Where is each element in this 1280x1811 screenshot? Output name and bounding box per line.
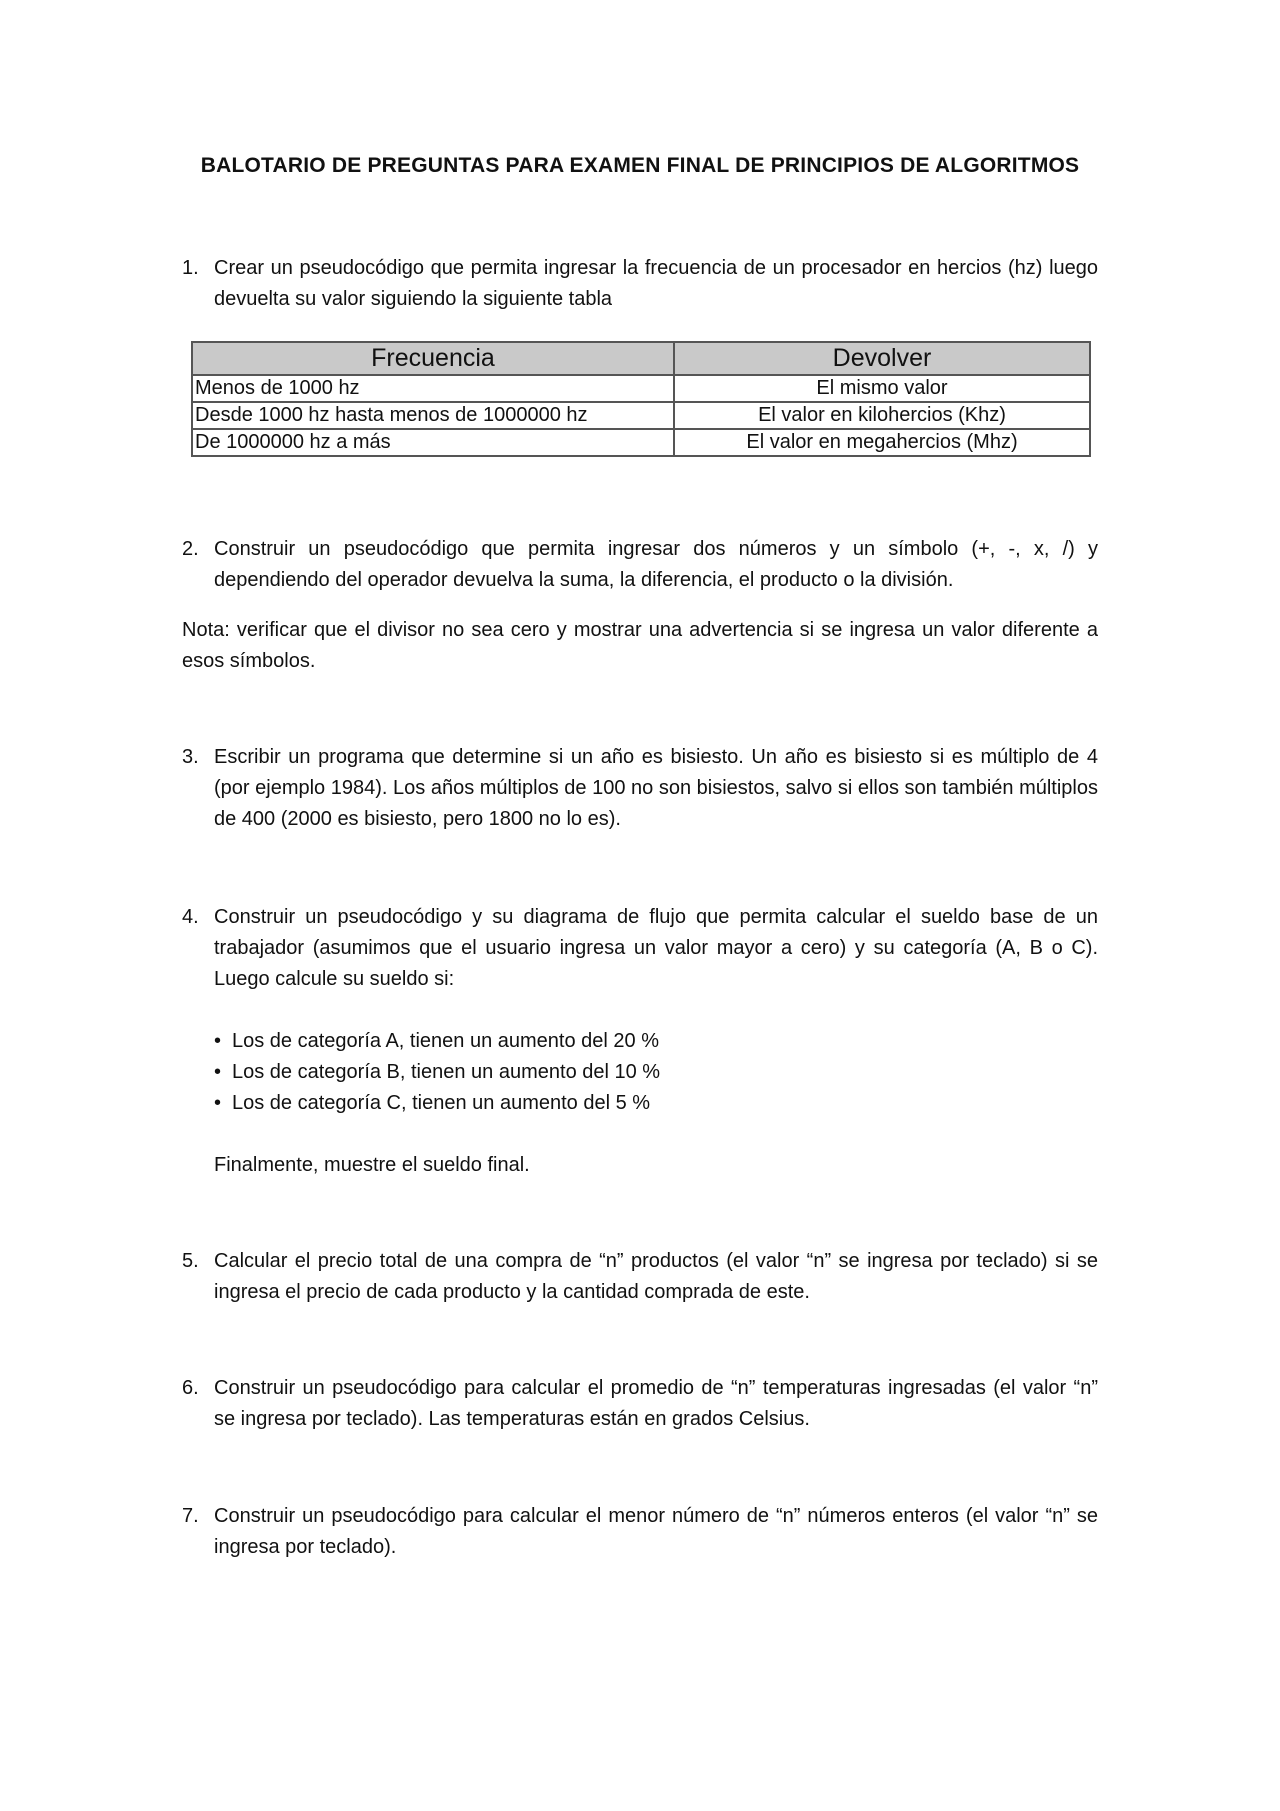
list-item: • Los de categoría C, tienen un aumento del 5 % [214, 1088, 1098, 1119]
list-item: • Los de categoría A, tienen un aumento del 20 % [214, 1026, 1098, 1057]
question-text: Crear un pseudocódigo que permita ingresar la frecuencia de un procesador en hercios (hz) luego devuelta su valor siguiendo la siguiente tabla [214, 257, 1098, 310]
question-text: Construir un pseudocódigo para calcular el menor número de “n” números enteros (el valor “n” se ingresa por teclado). [214, 1505, 1098, 1558]
question-7 [182, 1501, 1098, 1563]
table-cell: El mismo valor [674, 375, 1090, 402]
question-body [214, 902, 1098, 1181]
question-6 [182, 1373, 1098, 1435]
table-cell: Desde 1000 hz hasta menos de 1000000 hz [192, 402, 674, 429]
table-header-devolver: Devolver [674, 342, 1090, 375]
table-cell: Menos de 1000 hz [192, 375, 674, 402]
table-row [192, 375, 1090, 402]
list-item: • Los de categoría B, tienen un aumento del 10 % [214, 1057, 1098, 1088]
table-header-row [192, 342, 1090, 375]
question-number: 7. [182, 1505, 199, 1527]
question-text: Calcular el precio total de una compra de “n” productos (el valor “n” se ingresa por teclado) si se ingresa el precio de cada producto y la cantidad comprada de este. [214, 1250, 1098, 1303]
question-2 [182, 534, 1098, 596]
question-number: 4. [182, 906, 199, 928]
question-4 [182, 902, 1098, 1181]
bullet-icon: • [214, 1030, 222, 1052]
question-number: 2. [182, 538, 199, 560]
table-cell: De 1000000 hz a más [192, 429, 674, 456]
question-text: Construir un pseudocódigo que permita ingresar dos números y un símbolo (+, -, x, /) y dependiendo del operador devuelva la suma, la diferencia, el producto o la división. [214, 538, 1098, 591]
question-text: Construir un pseudocódigo y su diagrama de flujo que permita calcular el sueldo base de un trabajador (asumimos que el usuario ingresa un valor mayor a cero) y su categoría (A, B o C). Luego calcule su sueldo si: [214, 906, 1098, 990]
question-closing: Finalmente, muestre el sueldo final. [214, 1154, 530, 1176]
frequency-table [191, 341, 1091, 457]
bullet-icon: • [214, 1061, 222, 1083]
question-5 [182, 1246, 1098, 1308]
note-text: Nota: verificar que el divisor no sea cero y mostrar una advertencia si se ingresa un valor diferente a esos símbolos. [182, 619, 1098, 672]
question-number: 1. [182, 257, 199, 279]
question-number: 5. [182, 1250, 199, 1272]
question-number: 6. [182, 1377, 199, 1399]
question-3 [182, 742, 1098, 835]
table-cell: El valor en megahercios (Mhz) [674, 429, 1090, 456]
table-cell: El valor en kilohercios (Khz) [674, 402, 1090, 429]
bullet-list [214, 1026, 1098, 1119]
question-text: Construir un pseudocódigo para calcular el promedio de “n” temperaturas ingresadas (el valor “n” se ingresa por teclado). Las temperaturas están en grados Celsius. [214, 1377, 1098, 1430]
question-text: Escribir un programa que determine si un año es bisiesto. Un año es bisiesto si es múltiplo de 4 (por ejemplo 1984). Los años múltiplos de 100 no son bisiestos, salvo si ellos son también múltiplos de 400 (2000 es bisiesto, pero 1800 no lo es). [214, 746, 1098, 830]
bullet-icon: • [214, 1092, 222, 1114]
table-row [192, 402, 1090, 429]
question-number: 3. [182, 746, 199, 768]
table-row [192, 429, 1090, 456]
table-header-frecuencia: Frecuencia [192, 342, 674, 375]
question-1 [182, 253, 1098, 315]
document-title: BALOTARIO DE PREGUNTAS PARA EXAMEN FINAL DE PRINCIPIOS DE ALGORITMOS [200, 154, 1080, 177]
